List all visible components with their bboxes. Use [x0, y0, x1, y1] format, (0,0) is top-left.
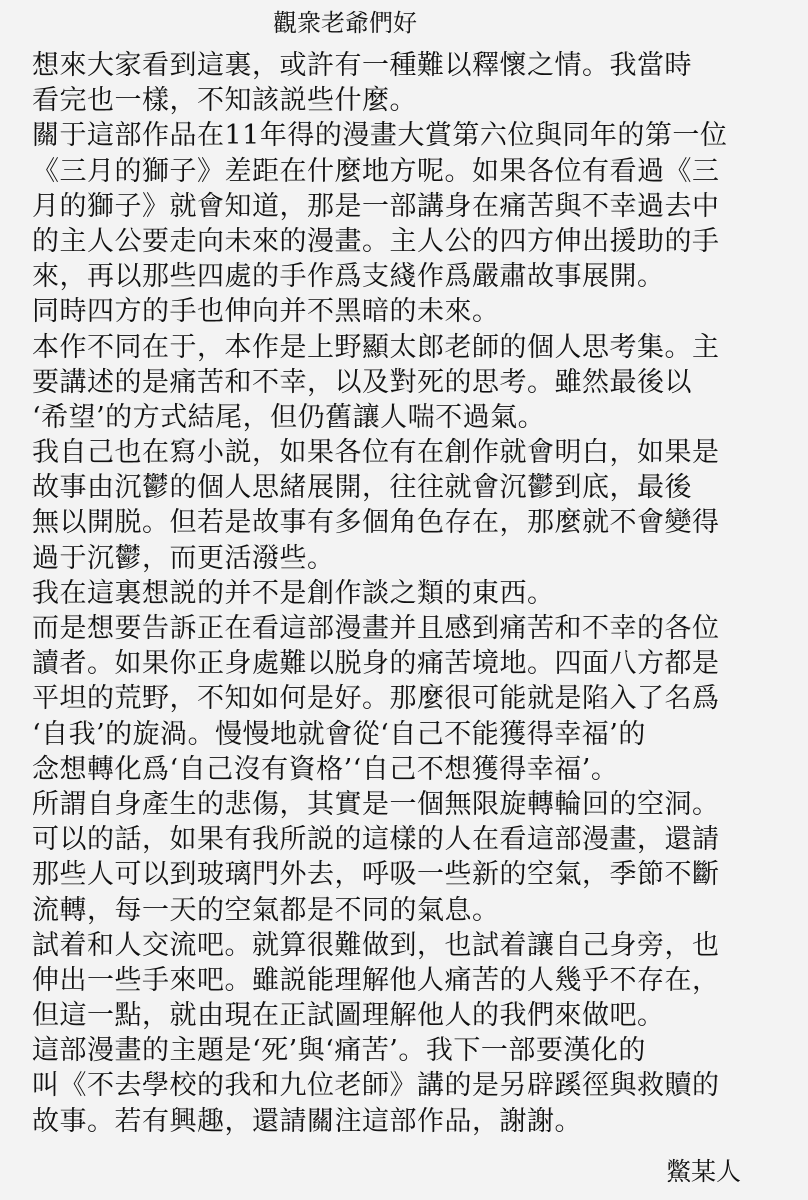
text-line: 平坦的荒野，不知如何是好。那麼很可能就是陷入了名爲 — [32, 683, 720, 715]
text-line: 要講述的是痛苦和不幸，以及對死的思考。雖然最後以 — [32, 366, 692, 398]
text-line: 試着和人交流吧。就算很難做到，也試着讓自己身旁，也 — [32, 929, 720, 961]
text-line: 《三月的獅子》差距在什麼地方呢。如果各位有看過《三 — [32, 155, 720, 187]
text-line: 故事由沉鬱的個人思緒展開，往往就會沉鬱到底，最後 — [32, 472, 692, 504]
text-line: 的主人公要走向未來的漫畫。主人公的四方伸出援助的手 — [32, 225, 720, 257]
text-line: 無以開脱。但若是故事有多個角色存在，那麼就不會變得 — [32, 507, 720, 539]
text-line: 流轉，每一天的空氣都是不同的氣息。 — [32, 894, 500, 926]
signature: 鱉某人 — [666, 1157, 742, 1186]
text-line: ‘希望’的方式結尾，但仍舊讓人喘不過氣。 — [32, 401, 546, 433]
text-line: 但這一點，就由現在正試圖理解他人的我們來做吧。 — [32, 1000, 665, 1032]
text-line: 故事。若有興趣，還請關注這部作品，謝謝。 — [32, 1105, 582, 1137]
text-line: 月的獅子》就會知道，那是一部講身在痛苦與不幸過去中 — [32, 190, 720, 222]
text-line: 叫《不去學校的我和九位老師》講的是另辟蹊徑與救贖的 — [32, 1070, 720, 1102]
text-line: 來，再以那些四處的手作爲支綫作爲嚴肅故事展開。 — [32, 261, 665, 293]
text-line: 這部漫畫的主題是‘死’與‘痛苦’。我下一部要漢化的 — [32, 1035, 646, 1067]
text-line: 關于這部作品在11年得的漫畫大賞第六位與同年的第一位 — [32, 120, 728, 152]
text-line: 可以的話，如果有我所説的這樣的人在看這部漫畫，還請 — [32, 824, 720, 856]
text-line: 我自己也在寫小説，如果各位有在創作就會明白，如果是 — [32, 437, 720, 469]
text-line: ‘自我’的旋渦。慢慢地就會從‘自己不能獲得幸福’的 — [32, 718, 646, 750]
text-line: 伸出一些手來吧。雖説能理解他人痛苦的人幾乎不存在， — [32, 964, 720, 996]
text-line: 念想轉化爲‘自己沒有資格’‘自己不想獲得幸福’。 — [32, 753, 619, 785]
text-line: 所謂自身產生的悲傷，其實是一個無限旋轉輪回的空洞。 — [32, 788, 720, 820]
text-line: 過于沉鬱，而更活潑些。 — [32, 542, 335, 574]
text-line: 看完也一樣，不知該説些什麼。 — [32, 85, 417, 117]
text-line: 讀者。如果你正身處難以脱身的痛苦境地。四面八方都是 — [32, 648, 720, 680]
text-line: 本作不同在于，本作是上野顯太郎老師的個人思考集。主 — [32, 331, 720, 363]
text-line: 我在這裏想説的并不是創作談之類的東西。 — [32, 577, 555, 609]
text-line: 想來大家看到這裏，或許有一種難以釋懷之情。我當時 — [32, 50, 692, 81]
page-title: 觀衆老爺們好 — [273, 9, 417, 37]
text-line: 那些人可以到玻璃門外去，呼吸一些新的空氣，季節不斷 — [32, 859, 720, 891]
afterword-body — [32, 48, 792, 1139]
text-line: 而是想要告訴正在看這部漫畫并且感到痛苦和不幸的各位 — [32, 613, 720, 644]
text-line: 同時四方的手也伸向并不黑暗的未來。 — [32, 296, 500, 328]
